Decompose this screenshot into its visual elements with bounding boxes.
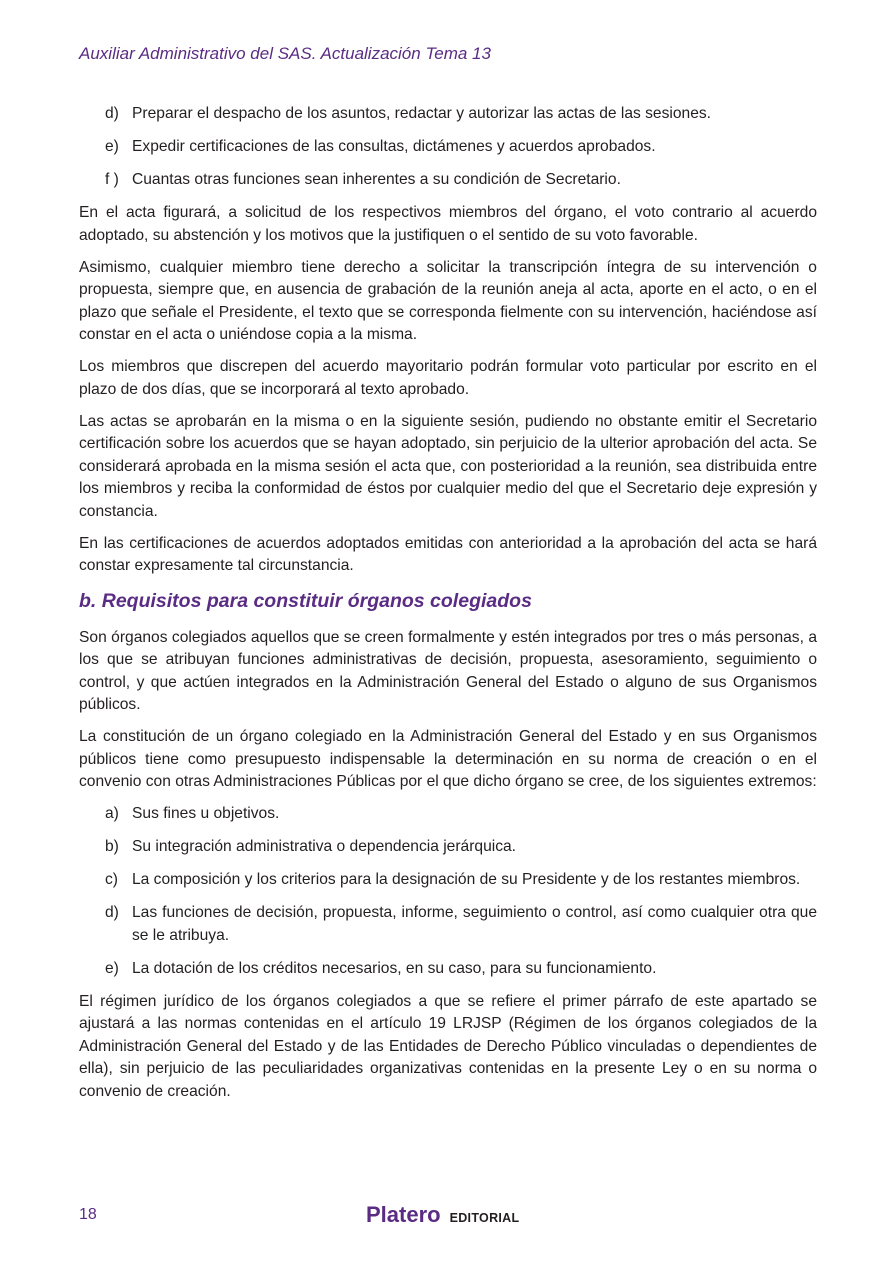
paragraph: Los miembros que discrepen del acuerdo mayoritario podrán formular voto particular por escrito en el plazo de dos días, que se incorporará al texto aprobado.: [79, 358, 817, 398]
list-item: [105, 103, 817, 126]
list-text: Expedir certificaciones de las consultas, dictámenes y acuerdos aprobados.: [132, 138, 656, 155]
list-text: Su integración administrativa o dependencia jerárquica.: [132, 838, 517, 855]
paragraph: Asimismo, cualquier miembro tiene derecho a solicitar la transcripción íntegra de su intervención o propuesta, siempre que, en ausencia de grabación de la reunión aneja al acta, aporte en el acto, o en el plazo que señale el Presidente, el texto que se corresponda fielmente con su intervención, haciéndose así constar en el acta o uniéndose copia a la misma.: [79, 258, 817, 343]
list-item: [105, 869, 817, 892]
list-item: [105, 836, 817, 859]
publisher-suffix: EDITORIAL: [449, 1211, 520, 1225]
list-text: Cuantas otras funciones sean inherentes a su condición de Secretario.: [132, 171, 621, 188]
publisher-name: Platero: [366, 1202, 441, 1227]
list-marker: e): [105, 959, 119, 977]
list-marker: b): [105, 838, 119, 855]
page-number: 18: [79, 1206, 97, 1223]
list-marker: e): [105, 138, 119, 155]
list-text: Preparar el despacho de los asuntos, redactar y autorizar las actas de las sesiones.: [132, 105, 712, 122]
running-header: Auxiliar Administrativo del SAS. Actualización Tema 13: [79, 44, 491, 63]
list-item: [105, 803, 817, 826]
list-text: La dotación de los créditos necesarios, en su caso, para su funcionamiento.: [132, 959, 657, 977]
paragraph: En el acta figurará, a solicitud de los respectivos miembros del órgano, el voto contrario al acuerdo adoptado, su abstención y los motivos que la justifiquen o el sentido de su voto favorable.: [79, 204, 817, 244]
list-item: [105, 902, 817, 947]
list-marker: c): [105, 871, 118, 888]
list-text: Sus fines u objetivos.: [132, 805, 280, 822]
paragraph: En las certificaciones de acuerdos adoptados emitidas con anterioridad a la aprobación del acta se hará constar expresamente tal circunstancia.: [79, 534, 817, 574]
list-marker: f ): [105, 171, 119, 188]
paragraph: El régimen jurídico de los órganos colegiados a que se refiere el primer párrafo de este apartado se ajustará a las normas contenidas en el artículo 19 LRJSP (Régimen de los órganos colegiados de la Administración General del Estado y de las Entidades de Derecho Público vinculadas o dependientes de ella), sin perjuicio de las peculiaridades organizativas contenidas en la presente Ley o en su norma o convenio de creación.: [79, 992, 817, 1100]
list-item: [105, 169, 817, 192]
section-heading: b. Requisitos para constituir órganos colegiados: [79, 589, 532, 612]
list-item: [105, 958, 817, 981]
page-body: [79, 103, 817, 1113]
list-marker: a): [105, 805, 119, 822]
list-text: La composición y los criterios para la designación de su Presidente y de los restantes miembros.: [132, 871, 801, 888]
publisher-logo: [366, 1202, 519, 1228]
list-marker: d): [105, 105, 119, 122]
list-marker: d): [105, 904, 119, 921]
list-text: Las funciones de decisión, propuesta, informe, seguimiento o control, así como cualquier otra que se le atribuya.: [132, 904, 817, 944]
paragraph: Las actas se aprobarán en la misma o en la siguiente sesión, pudiendo no obstante emitir el Secretario certificación sobre los acuerdos que se hayan adoptado, sin perjuicio de la ulterior aprobación del acta. Se considerará aprobada en la misma sesión el acta que, con posterioridad a la reunión, sea distribuida entre los miembros y reciba la conformidad de éstos por cualquier medio del que el Secretario deje expresión y constancia.: [79, 412, 817, 520]
list-item: [105, 136, 817, 159]
paragraph: Son órganos colegiados aquellos que se creen formalmente y estén integrados por tres o más personas, a los que se atribuyan funciones administrativas de decisión, propuesta, asesoramiento, seguimiento o control, y que actúen integrados en la Administración General del Estado o alguno de sus Organismos públicos.: [79, 628, 817, 713]
paragraph: La constitución de un órgano colegiado en la Administración General del Estado y en sus Organismos públicos tiene como presupuesto indispensable la determinación en su norma de creación o en el convenio con otras Administraciones Públicas por el que dicho órgano se cree, de los siguientes extremos:: [79, 728, 817, 790]
